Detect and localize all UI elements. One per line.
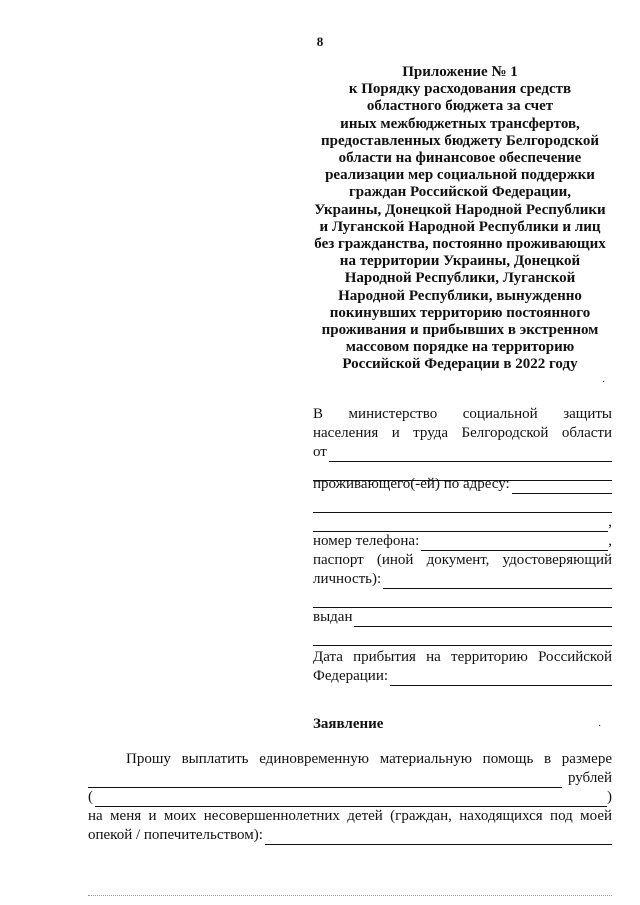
passport-row [313,570,612,589]
from-row [313,443,612,462]
arrival-date-field[interactable] [390,671,612,686]
address-field-2[interactable] [313,498,612,513]
arrival-row [313,667,612,686]
phone-row [313,532,612,551]
address-comma: , [608,514,612,530]
passport-line-1: паспорт (иной документ, удостоверяющий [313,552,612,568]
open-paren: ( [88,789,93,805]
appendix-line: предоставленных бюджету Белгородской [320,132,600,149]
issued-field[interactable] [354,612,612,627]
for-line-1: на меня и моих несовершеннолетних детей (граждан, находящихся под моей [88,808,612,824]
request-line-1: Прошу выплатить единовременную материальную помощь в размере [126,751,612,767]
rubles-label: рублей [567,770,612,786]
arrival-block [313,648,612,686]
request-block [88,750,612,845]
address-block [313,475,612,646]
appendix-line: реализации мер социальной поддержки [325,167,595,184]
appendix-line: без гражданства, постоянно проживающих [314,236,606,253]
appendix-line: Российской Федерации в 2022 году [342,356,578,373]
appendix-line: Украины, Донецкой Народной Республики [314,201,606,218]
issued-field-2[interactable] [313,631,612,646]
addressee-block [313,405,612,481]
amount-field[interactable] [88,773,562,788]
for-row [88,826,612,845]
appendix-line: на территории Украины, Донецкой [339,253,581,270]
from-label: от [313,444,327,460]
appendix-line: покинувших территорию постоянного [329,304,591,321]
page-number: 8 [316,34,324,49]
arrival-line-1: Дата прибытия на территорию Российской [313,649,612,665]
statement-title: Заявление [313,716,384,732]
appendix-line: областного бюджета за счет [366,98,554,115]
amount-words-field[interactable] [95,792,607,807]
amount-words-row [88,788,612,807]
appendix-line: и Луганской Народной Республики и лиц [319,218,601,235]
address-row-2 [313,494,612,513]
for-label: опекой / попечительством): [88,827,263,843]
residing-row [313,475,612,494]
appendix-line: Народной Республики, Луганской [344,270,576,287]
passport-field-2[interactable] [313,593,612,608]
appendix-line: Народной Республики, вынужденно [338,287,582,304]
appendix-line: массовом порядке на территорию [345,339,575,356]
address-row-3 [313,513,612,532]
phone-comma: , [608,533,612,549]
phone-label: номер телефона: [313,533,420,549]
passport-row-2 [313,589,612,608]
address-field-3[interactable] [313,517,608,532]
residing-label: проживающего(-ей) по адресу: [313,476,510,492]
passport-field[interactable] [383,574,612,589]
phone-field[interactable] [421,536,608,551]
appendix-line: иных межбюджетных трансфертов, [340,115,580,132]
addressee-line-2: населения и труда Белгородской области [313,425,612,441]
issued-label: выдан [313,609,353,625]
beneficiaries-field[interactable] [265,830,612,845]
appendix-header [290,64,630,374]
passport-label: личность): [313,571,382,587]
issued-row [313,608,612,627]
appendix-line: проживания и прибывших в экстренном [321,322,599,339]
page-bottom-rule [88,895,612,896]
amount-row [88,769,612,788]
appendix-title: Приложение № 1 [402,64,518,80]
address-field[interactable] [512,479,612,494]
stray-mark: · [602,377,606,388]
appendix-line: граждан Российской Федерации, [348,184,571,201]
addressee-line-1: В министерство социальной защиты [313,406,612,422]
arrival-label: Федерации: [313,668,389,684]
issued-row-2 [313,627,612,646]
from-field[interactable] [329,447,612,462]
stray-mark-2: · [598,721,602,732]
appendix-line: к Порядку расходования средств [348,81,572,98]
close-paren: ) [607,789,612,805]
appendix-line: области на финансовое обеспечение [338,150,582,167]
